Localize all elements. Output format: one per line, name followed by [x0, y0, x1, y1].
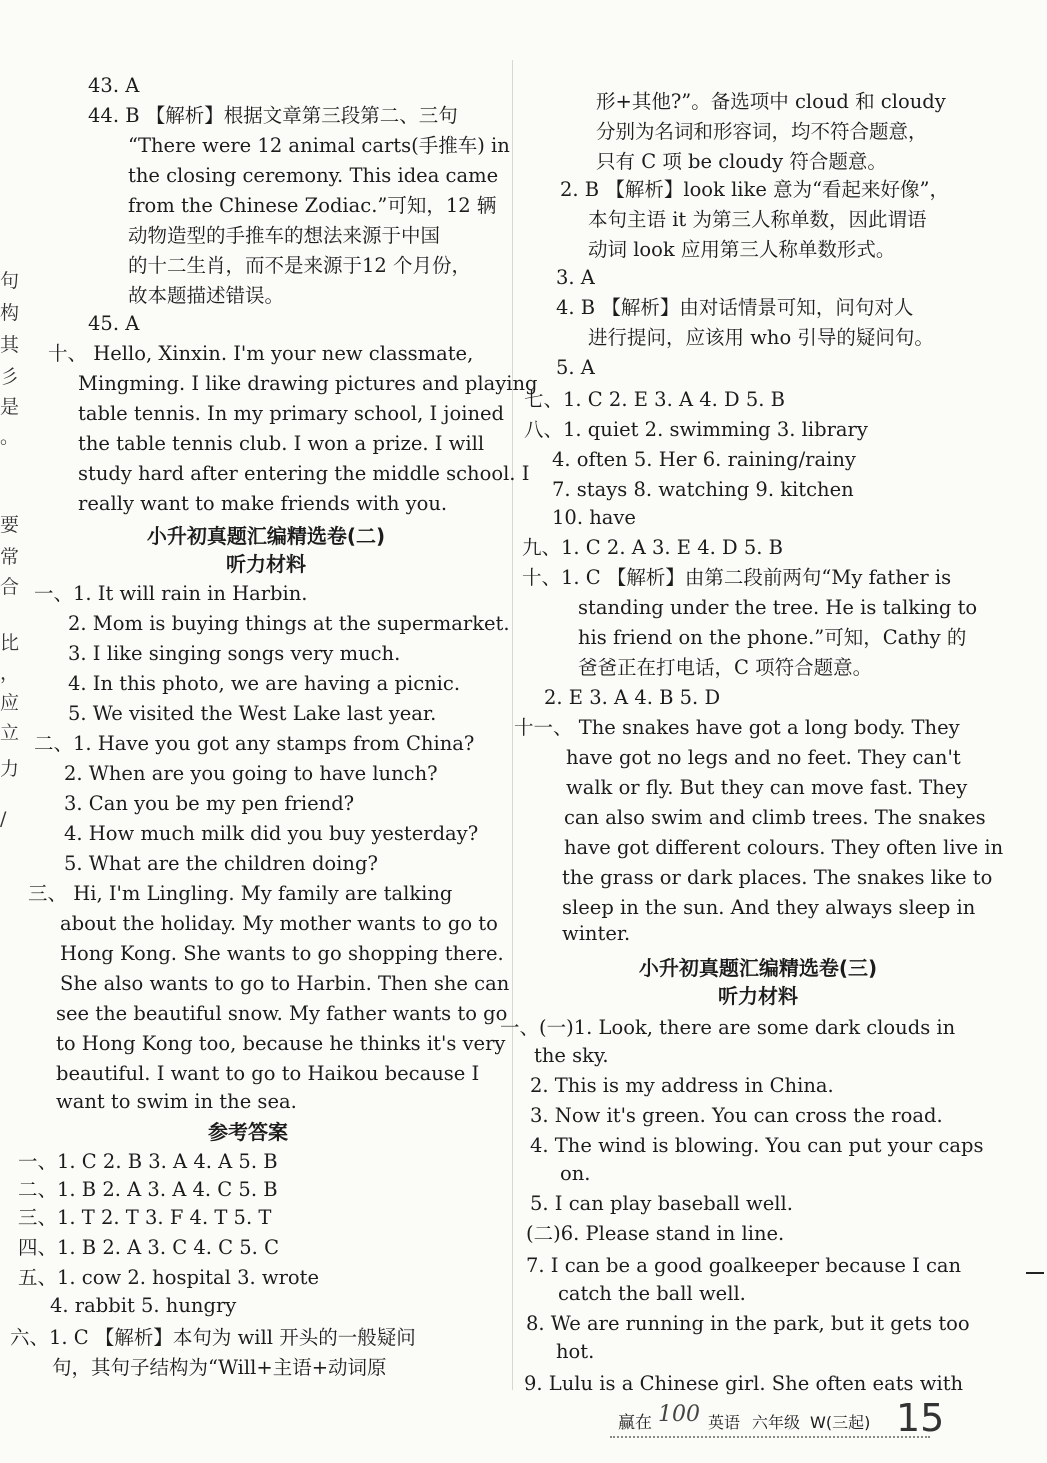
listening-line: 2. When are you going to have lunch?	[64, 762, 438, 785]
listening-line: 3. Now it's green. You can cross the road.	[530, 1104, 943, 1127]
listening-line: 9. Lulu is a Chinese girl. She often eats with	[524, 1372, 964, 1395]
brand-logo: 100	[658, 1402, 700, 1427]
passage-line: walk or fly. But they can move fast. They	[566, 776, 968, 799]
margin-fragment: 立	[0, 722, 20, 744]
listening-line: 一、(一)1. Look, there are some dark clouds in	[500, 1016, 956, 1039]
passage-line: want to swim in the sea.	[56, 1090, 297, 1113]
answer-line: 分别为名词和形容词，均不符合题意，	[596, 120, 928, 143]
listening-line: hot.	[556, 1340, 595, 1363]
footer-rule	[610, 1436, 930, 1438]
margin-fragment: ，	[0, 662, 20, 684]
answer-line: 二、1. B 2. A 3. A 4. C 5. B	[18, 1178, 278, 1201]
answer-line: 动词 look 应用第三人称单数形式。	[588, 238, 896, 261]
section-subtitle: 听力材料	[226, 552, 306, 576]
listening-line: 4. In this photo, we are having a picnic.	[68, 672, 461, 695]
section-subtitle: 听力材料	[718, 984, 798, 1008]
passage-line: the table tennis club. I won a prize. I will	[78, 432, 485, 455]
passage-line: to Hong Kong too, because he thinks it's very	[56, 1032, 506, 1055]
listening-line: 4. How much milk did you buy yesterday?	[64, 822, 479, 845]
answer-line: 动物造型的手推车的想法来源于中国	[128, 224, 441, 247]
margin-fragment: 应	[0, 692, 20, 714]
passage-line: see the beautiful snow. My father wants to go	[56, 1002, 508, 1025]
margin-fragment: /	[0, 808, 7, 830]
answer-line: 五、1. cow 2. hospital 3. wrote	[18, 1266, 320, 1289]
answer-line: 43. A	[88, 74, 140, 97]
listening-line: 一、1. It will rain in Harbin.	[34, 582, 308, 605]
answer-line: 10. have	[552, 506, 636, 529]
section-title: 小升初真题汇编精选卷(三)	[638, 956, 878, 980]
answer-line: 一、1. C 2. B 3. A 4. A 5. B	[18, 1150, 278, 1173]
brand-name: 赢在	[618, 1413, 652, 1433]
listening-line: 2. Mom is buying things at the supermarket.	[68, 612, 510, 635]
answer-line: “There were 12 animal carts(手推车) in	[128, 134, 510, 157]
answer-line: 2. E 3. A 4. B 5. D	[544, 686, 721, 709]
answer-line: 只有 C 项 be cloudy 符合题意。	[596, 150, 887, 173]
listening-line: 7. I can be a good goalkeeper because I can	[526, 1254, 962, 1277]
margin-fragment: 彡	[0, 366, 20, 388]
passage-line: the grass or dark places. The snakes like to	[562, 866, 993, 889]
margin-fragment: 常	[0, 546, 20, 568]
page-edge-mark	[1026, 1272, 1044, 1274]
answer-line: standing under the tree. He is talking to	[578, 596, 978, 619]
answer-line: 本句主语 it 为第三人称单数，因此谓语	[588, 208, 927, 231]
answer-line: 的十二生肖，而不是来源于12 个月份，	[128, 254, 472, 277]
passage-line: She also wants to go to Harbin. Then she can	[60, 972, 510, 995]
listening-line: (二)6. Please stand in line.	[526, 1222, 785, 1245]
listening-line: the sky.	[534, 1044, 609, 1067]
answer-line: 三、1. T 2. T 3. F 4. T 5. T	[18, 1206, 272, 1229]
answer-line: 4. B 【解析】由对话情景可知，问句对人	[556, 296, 914, 319]
margin-fragment: 其	[0, 334, 20, 356]
passage-line: study hard after entering the middle school. I	[78, 462, 530, 485]
passage-line: Mingming. I like drawing pictures and playing	[78, 372, 538, 395]
listening-line: 5. We visited the West Lake last year.	[68, 702, 437, 725]
passage-line: have got different colours. They often live in	[564, 836, 1004, 859]
passage-line: can also swim and climb trees. The snakes	[564, 806, 986, 829]
listening-line: 8. We are running in the park, but it gets too	[526, 1312, 970, 1335]
margin-fragment: 句	[0, 270, 20, 292]
subject-label: 英语	[708, 1413, 741, 1432]
listening-line: 4. The wind is blowing. You can put your caps	[530, 1134, 984, 1157]
answer-line: 九、1. C 2. A 3. E 4. D 5. B	[522, 536, 784, 559]
answer-line: 四、1. B 2. A 3. C 4. C 5. C	[18, 1236, 279, 1259]
passage-line: really want to make friends with you.	[78, 492, 448, 515]
listening-line: 3. I like singing songs very much.	[68, 642, 401, 665]
answer-line: 4. often 5. Her 6. raining/rainy	[552, 448, 856, 471]
passage-line: beautiful. I want to go to Haikou because I	[56, 1062, 480, 1085]
page-footer	[610, 1396, 945, 1444]
answer-line: 7. stays 8. watching 9. kitchen	[552, 478, 854, 501]
listening-line: 5. I can play baseball well.	[530, 1192, 793, 1215]
passage-line: Hong Kong. She wants to go shopping there.	[60, 942, 504, 965]
listening-line: 二、1. Have you got any stamps from China?	[34, 732, 475, 755]
margin-fragment: 是	[0, 396, 20, 418]
answer-line: 句，其句子结构为“Will+主语+动词原	[52, 1356, 387, 1379]
answer-line: 形+其他?”。备选项中 cloud 和 cloudy	[596, 90, 946, 113]
answer-key-title: 参考答案	[208, 1120, 288, 1144]
listening-line: 2. This is my address in China.	[530, 1074, 834, 1097]
answer-line: 4. rabbit 5. hungry	[50, 1294, 237, 1317]
margin-fragment: 。	[0, 426, 20, 448]
answer-line: 七、1. C 2. E 3. A 4. D 5. B	[524, 388, 786, 411]
listening-line: on.	[560, 1162, 591, 1185]
answer-line: 5. A	[556, 356, 595, 379]
passage-line: sleep in the sun. And they always sleep in	[562, 896, 976, 919]
listening-line: 3. Can you be my pen friend?	[64, 792, 355, 815]
grade-label: 六年级	[752, 1413, 801, 1432]
margin-fragment: 比	[0, 632, 20, 654]
margin-fragment: 合	[0, 576, 20, 598]
answer-line: his friend on the phone.”可知，Cathy 的	[578, 626, 967, 649]
listening-line: 5. What are the children doing?	[64, 852, 378, 875]
column-divider	[512, 60, 513, 1390]
passage-line: 三、 Hi, I'm Lingling. My family are talking	[28, 882, 453, 905]
answer-line: 3. A	[556, 266, 595, 289]
margin-fragment: 要	[0, 514, 20, 536]
passage-line: have got no legs and no feet. They can't	[566, 746, 961, 769]
answer-line: 十、1. C 【解析】由第二段前两句“My father is	[522, 566, 952, 589]
answer-line: 六、1. C 【解析】本句为 will 开头的一般疑问	[10, 1326, 416, 1349]
passage-line: 十一、 The snakes have got a long body. They	[514, 716, 960, 739]
answer-line: 故本题描述错误。	[128, 284, 285, 307]
answer-line: 2. B 【解析】look like 意为“看起来好像”，	[560, 178, 950, 201]
edition-label: W(三起)	[810, 1413, 871, 1432]
passage-line: table tennis. In my primary school, I joined	[78, 402, 505, 425]
section-title: 小升初真题汇编精选卷(二)	[146, 524, 386, 548]
answer-line: 45. A	[88, 312, 140, 335]
passage-line: winter.	[562, 922, 631, 945]
answer-line: 八、1. quiet 2. swimming 3. library	[524, 418, 868, 441]
listening-line: catch the ball well.	[558, 1282, 746, 1305]
passage-line: about the holiday. My mother wants to go to	[60, 912, 498, 935]
margin-fragment: 构	[0, 302, 20, 324]
passage-line: 十、 Hello, Xinxin. I'm your new classmate,	[48, 342, 474, 365]
margin-fragment: 力	[0, 758, 20, 780]
answer-line: 进行提问，应该用 who 引导的疑问句。	[588, 326, 934, 349]
answer-line: 爸爸正在打电话，C 项符合题意。	[578, 656, 873, 679]
answer-line: the closing ceremony. This idea came	[128, 164, 499, 187]
answer-line: from the Chinese Zodiac.”可知，12 辆	[128, 194, 497, 217]
page-number: 15	[896, 1396, 945, 1440]
answer-line: 44. B 【解析】根据文章第三段第二、三句	[88, 104, 458, 127]
